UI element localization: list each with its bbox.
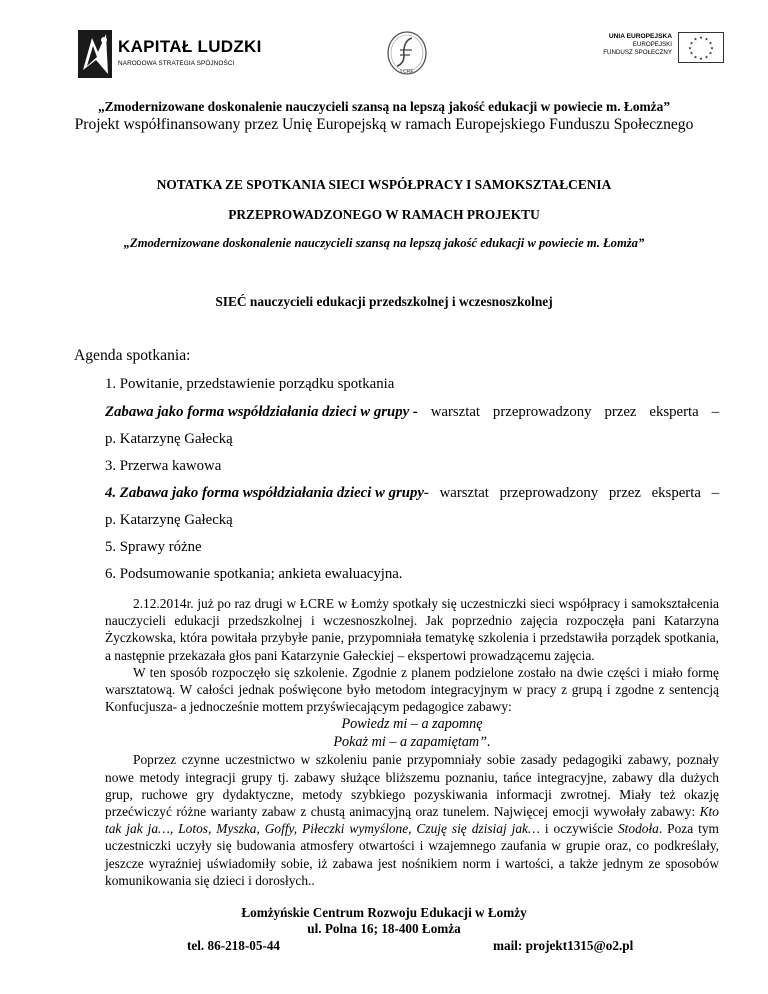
- agenda-item-6: 6. Podsumowanie spotkania; ankieta ewaluacyjna.: [105, 566, 403, 582]
- project-cofinance: Projekt współfinansowany przez Unię Europejską w ramach Europejskiego Funduszu Społecznego: [74, 116, 694, 133]
- agenda-item-2-word: warsztat: [430, 404, 481, 420]
- svg-text:★: ★: [704, 54, 709, 60]
- kapital-ludzki-subtitle: NARODOWA STRATEGIA SPÓJNOŚCI: [118, 60, 235, 67]
- game-stodola: Stodoła: [617, 821, 659, 837]
- eu-line-2: EUROPEJSKI: [632, 41, 672, 48]
- agenda-item-2-word: –: [711, 404, 719, 420]
- agenda-item-4-word: –: [711, 485, 719, 501]
- svg-text:★: ★: [689, 50, 694, 56]
- agenda-item-4-word: przez: [608, 485, 641, 501]
- note-project-italic: „Zmodernizowane doskonalenie nauczycieli szansą na lepszą jakość edukacji w powiecie m. Łomża”: [123, 236, 645, 250]
- eu-flag-icon: [678, 32, 724, 63]
- lcre-logo-icon: [385, 30, 429, 78]
- svg-text:★: ★: [693, 36, 698, 42]
- report-paragraph-3: [105, 751, 719, 889]
- agenda-item-2-word: eksperta: [649, 404, 699, 420]
- agenda-title: Agenda spotkania:: [74, 347, 191, 364]
- eu-logo-text: [603, 33, 672, 57]
- report-body: [105, 595, 719, 889]
- svg-text:★: ★: [693, 54, 698, 60]
- note-heading-1: NOTATKA ZE SPOTKANIA SIECI WSPÓŁPRACY I SAMOKSZTAŁCENIA: [156, 177, 612, 192]
- report-paragraph-1: 2.12.2014r. już po raz drugi w ŁCRE w Łomży spotkały się uczestniczki sieci współpracy i samokształcenia nauczycieli edukacji przedszkolnej i wczesnoszkolnej. Jak poprzednio zajęcia rozpoczęła pani Katarzyna Życzkowska, która powitała przybyłe panie, przypomniała tematykę szkolenia i przedstawiła porządek spotkania, a następnie przekazała głos pani Katarzynie Gałeckiej – ekspertowi prowadzącemu zajęcia.: [105, 596, 719, 663]
- project-title: „Zmodernizowane doskonalenie nauczycieli szansą na lepszą jakość edukacji w powiecie m. Łomża”: [97, 99, 671, 114]
- agenda-item-1: 1. Powitanie, przedstawienie porządku spotkania: [105, 376, 395, 392]
- agenda-item-2-word: przeprowadzony: [492, 404, 592, 420]
- agenda-item-3: 3. Przerwa kawowa: [105, 458, 222, 474]
- agenda-item-2-cont: p. Katarzynę Gałecką: [105, 431, 233, 447]
- eu-line-1: UNIA EUROPEJSKA: [608, 33, 672, 40]
- svg-text:★: ★: [688, 45, 692, 51]
- agenda-item-4-word: przeprowadzony: [499, 485, 599, 501]
- kapital-ludzki-title: KAPITAŁ LUDZKI: [118, 37, 262, 56]
- network-name: SIEĆ nauczycieli edukacji przedszkolnej i wczesnoszkolnej: [215, 294, 553, 309]
- agenda-item-4-cont: p. Katarzynę Gałecką: [105, 512, 233, 528]
- agenda-item-2: [105, 404, 719, 421]
- svg-text:★: ★: [708, 50, 713, 56]
- games-list: Kto tak jak ja…, Lotos, Myszka, Goffy, Piłeczki wymyślone, Czuję się dzisiaj jak…: [105, 804, 719, 837]
- report-paragraph-2: W ten sposób rozpoczęło się szkolenie. Zgodnie z planem podzielone zostało na dwie części i miało formę warsztatową. W całości jednak poświęcone było metodom integracyjnym w pracy z grupą i zgodne z sentencją Konfucjusza- a jednocześnie mottem przyświecającym pedagogice zabawy:: [105, 664, 719, 715]
- motto-line-2: Pokaż mi – a zapamiętam”.: [333, 734, 491, 751]
- paragraph-3-part-a: Poprzez czynne uczestnictwo w szkoleniu panie przypomniały sobie zasady pedagogiki zabawy, poznały nowe metody integracji grupy tj. zabawy służące bliższemu poznaniu, tańce integracyjne, zabawy dla dużych grup, ruchowe gry dydaktyczne, metody szybkiego pozyskiwania informacji zwrotnej. Miały też okazję przećwiczyć różne warianty zabaw z chustą animacyjną oraz tunelem. Najwięcej emocji wywołały zabawy:: [105, 752, 719, 820]
- svg-text:★: ★: [710, 45, 714, 51]
- svg-text:★: ★: [689, 40, 694, 46]
- agenda-item-5: 5. Sprawy różne: [105, 539, 202, 555]
- svg-text:★: ★: [699, 35, 703, 40]
- agenda-item-4: [105, 485, 719, 502]
- agenda-item-4-title: 4. Zabawa jako forma współdziałania dzieci w grupy-: [105, 485, 429, 501]
- footer-phone: tel. 86-218-05-44: [187, 938, 281, 953]
- paragraph-3-part-c: . Poza tym uczestniczki uczyły się budowania atmosfery otwartości i wzajemnego zaufania w grupie oraz, co podkreślały, jeszcze wyraźniej uświadomiły sobie, iż zabawa jest nośnikiem norm i wartości, a także jednym ze sposobów komunikowania się dzieci i dorosłych..: [105, 821, 719, 888]
- svg-text:★: ★: [704, 36, 709, 42]
- paragraph-3-part-b: i oczywiście: [544, 821, 613, 837]
- agenda-item-2-word: przez: [604, 404, 637, 420]
- kapital-ludzki-logo: [78, 30, 262, 80]
- svg-text:★: ★: [699, 56, 703, 61]
- agenda-item-4-word: warsztat: [439, 485, 489, 501]
- eu-line-3: FUNDUSZ SPOŁECZNY: [603, 49, 672, 56]
- eu-logo: [594, 32, 724, 68]
- agenda-item-2-title: Zabawa jako forma współdziałania dzieci w grupy -: [105, 404, 418, 420]
- note-heading-2: PRZEPROWADZONEGO W RAMACH PROJEKTU: [228, 207, 540, 222]
- footer-organization: Łomżyńskie Centrum Rozwoju Edukacji w Łomży: [241, 905, 527, 920]
- motto-line-1: Powiedz mi – a zapomnę: [341, 716, 483, 733]
- footer-address: ul. Polna 16; 18-400 Łomża: [307, 921, 461, 936]
- lcre-logo-text: ŁCRE: [400, 69, 414, 75]
- footer-mail: mail: projekt1315@o2.pl: [493, 938, 634, 953]
- svg-text:★: ★: [708, 40, 713, 46]
- agenda-item-4-word: eksperta: [651, 485, 701, 501]
- kapital-ludzki-emblem-icon: [78, 30, 112, 78]
